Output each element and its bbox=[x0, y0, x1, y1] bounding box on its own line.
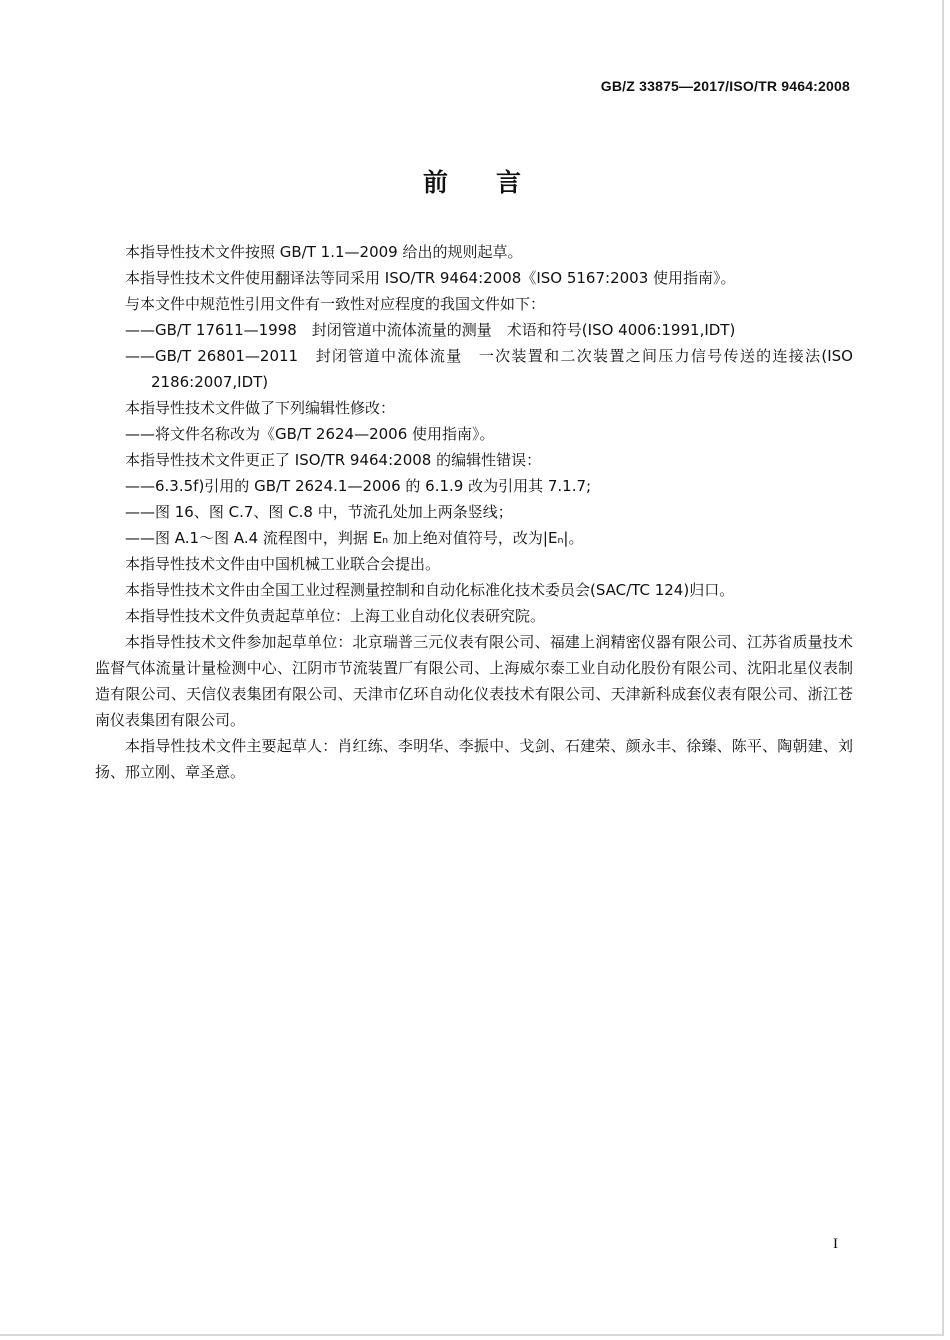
foreword-body bbox=[95, 239, 853, 785]
list-item-gbt-17611: ——GB/T 17611—1998 封闭管道中流体流量的测量 术语和符号(ISO 4006:1991,IDT) bbox=[125, 321, 736, 339]
paragraph-editorial-changes-intro: 本指导性技术文件做了下列编辑性修改： bbox=[125, 399, 396, 417]
standard-code-header: GB/Z 33875—2017/ISO/TR 9464:2008 bbox=[600, 78, 850, 94]
paragraph-corrections-intro: 本指导性技术文件更正了 ISO/TR 9464:2008 的编辑性错误： bbox=[125, 451, 542, 469]
paragraph-participating-drafters: 本指导性技术文件参加起草单位：北京瑞普三元仪表有限公司、福建上润精密仪器有限公司、江苏省质量技术监督气体流量计量检测中心、江阴市节流装置厂有限公司、上海威尔泰工业自动化股份有限公司、沈阳北星仪表制造有限公司、天信仪表集团有限公司、天津市亿环自动化仪表技术有限公司、天津新科成套仪表有限公司、浙江苍南仪表集团有限公司。 bbox=[95, 633, 853, 729]
list-item-rename: ——将文件名称改为《GB/T 2624—2006 使用指南》。 bbox=[125, 425, 495, 443]
page-number: I bbox=[833, 1236, 838, 1252]
paragraph-proposed-by: 本指导性技术文件由中国机械工业联合会提出。 bbox=[125, 555, 441, 573]
list-item-correction-1: ——6.3.5f)引用的 GB/T 2624.1—2006 的 6.1.9 改为引用其 7.1.7; bbox=[125, 477, 592, 495]
paragraph-main-drafters: 本指导性技术文件主要起草人：肖红练、李明华、李振中、戈剑、石建荣、颜永丰、徐臻、陈平、陶朝建、刘扬、邢立刚、章圣意。 bbox=[95, 737, 853, 781]
paragraph-normative-refs-intro: 与本文件中规范性引用文件有一致性对应程度的我国文件如下： bbox=[125, 295, 546, 313]
page-title: 前言 bbox=[422, 168, 569, 197]
list-item-gbt-26801: ——GB/T 26801—2011 封闭管道中流体流量 一次装置和二次装置之间压力信号传送的连接法(ISO 2186:2007,IDT) bbox=[125, 347, 853, 391]
paragraph-under-jurisdiction: 本指导性技术文件由全国工业过程测量控制和自动化标准化技术委员会(SAC/TC 124)归口。 bbox=[125, 581, 735, 599]
list-item-correction-2: ——图 16、图 C.7、图 C.8 中，节流孔处加上两条竖线； bbox=[125, 503, 513, 521]
paragraph-responsible-drafter: 本指导性技术文件负责起草单位：上海工业自动化仪表研究院。 bbox=[125, 607, 546, 625]
list-item-correction-3: ——图 A.1～图 A.4 流程图中，判据 Eₙ 加上绝对值符号，改为|Eₙ|。 bbox=[125, 529, 584, 547]
paragraph-drafting-rules: 本指导性技术文件按照 GB/T 1.1—2009 给出的规则起草。 bbox=[125, 243, 523, 261]
paragraph-translation-method: 本指导性技术文件使用翻译法等同采用 ISO/TR 9464:2008《ISO 5167:2003 使用指南》。 bbox=[125, 269, 736, 287]
